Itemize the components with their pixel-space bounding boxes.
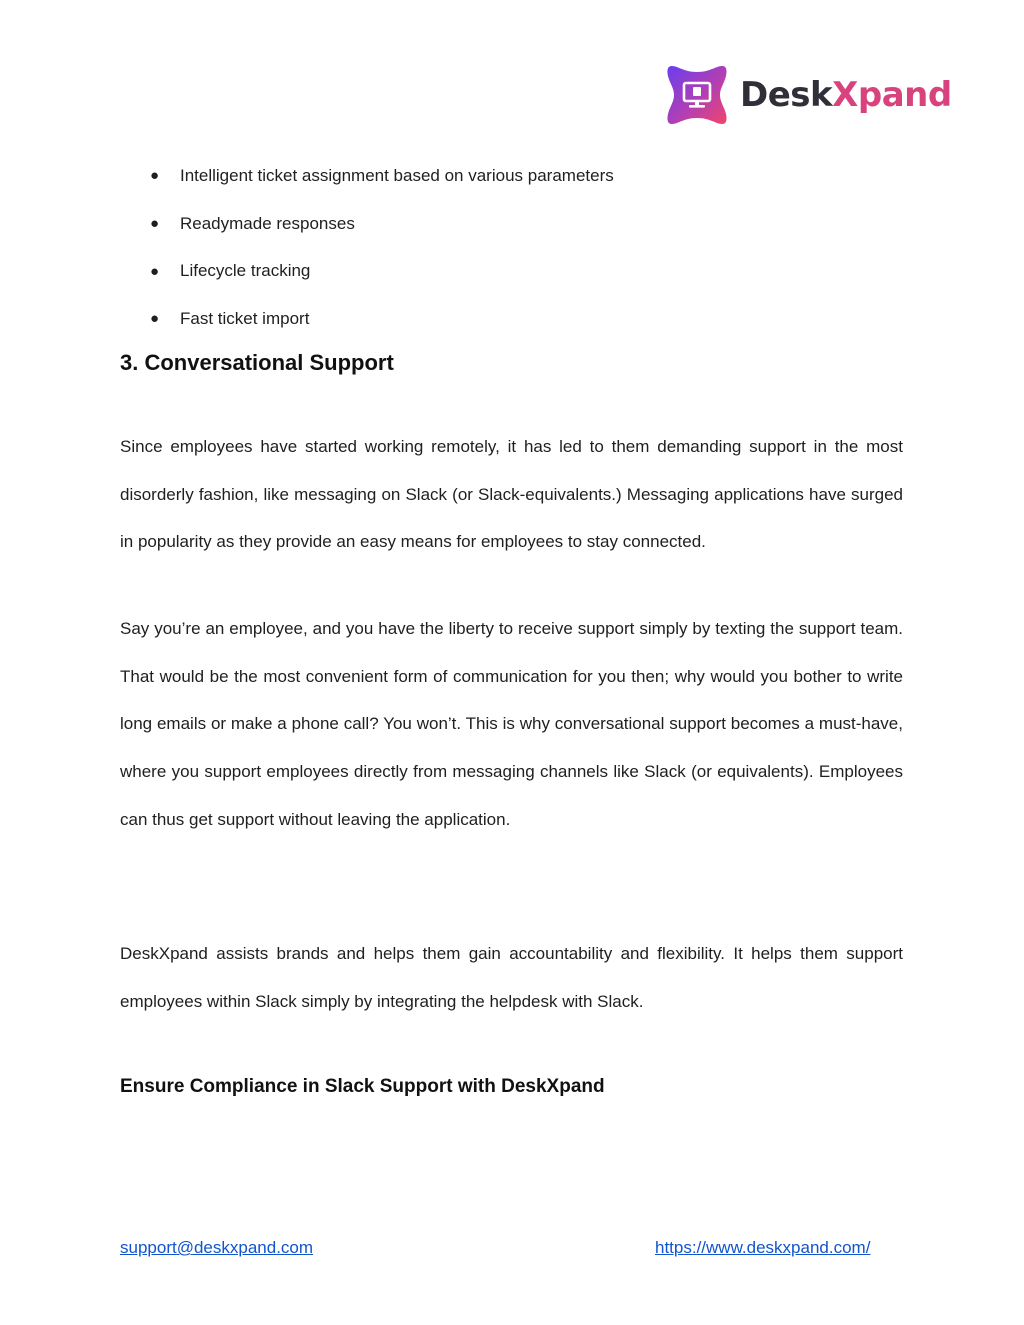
deskxpand-logo-icon	[664, 62, 730, 128]
footer-email-link[interactable]: support@deskxpand.com	[120, 1238, 314, 1257]
bullet-icon: ●	[150, 167, 160, 185]
feature-bullet-list	[150, 152, 614, 343]
list-item	[150, 200, 614, 248]
footer-website-link[interactable]: https://www.deskxpand.com/	[655, 1238, 871, 1257]
paragraph-deskxpand-slack: DeskXpand assists brands and helps them gain accountability and flexibility. It helps them support employees within Slack simply by integrating the helpdesk with Slack.	[120, 944, 903, 1011]
subheading: Ensure Compliance in Slack Support with DeskXpand	[120, 1076, 605, 1097]
paragraph-conversational-support: Say you’re an employee, and you have the liberty to receive support simply by texting the support team. That would be the most convenient form of communication for you then; why would you bother to write long emails or make a phone call? You won’t. This is why conversational support becomes a must-have, where you support employees directly from messaging channels like Slack (or equivalents). Employees can thus get support without leaving the application.	[120, 619, 903, 829]
list-item-text: Fast ticket import	[180, 308, 310, 328]
list-item	[150, 152, 614, 200]
bullet-icon: ●	[150, 310, 160, 328]
list-item-text: Lifecycle tracking	[180, 261, 311, 281]
section-heading: 3. Conversational Support	[120, 350, 394, 375]
logo-wordmark-xpand: Xpand	[832, 75, 952, 115]
list-item	[150, 295, 614, 343]
deskxpand-logo	[664, 60, 952, 130]
list-item-text: Intelligent ticket assignment based on various parameters	[180, 165, 614, 185]
bullet-icon: ●	[150, 215, 160, 233]
paragraph-remote-work: Since employees have started working remotely, it has led to them demanding support in the most disorderly fashion, like messaging on Slack (or Slack-equivalents.) Messaging applications have surged in popularity as they provide an easy means for employees to stay connected.	[120, 437, 903, 552]
bullet-icon: ●	[150, 262, 160, 280]
list-item-text: Readymade responses	[180, 213, 355, 233]
logo-wordmark	[740, 75, 952, 115]
list-item	[150, 247, 614, 295]
logo-wordmark-desk: Desk	[740, 75, 833, 115]
